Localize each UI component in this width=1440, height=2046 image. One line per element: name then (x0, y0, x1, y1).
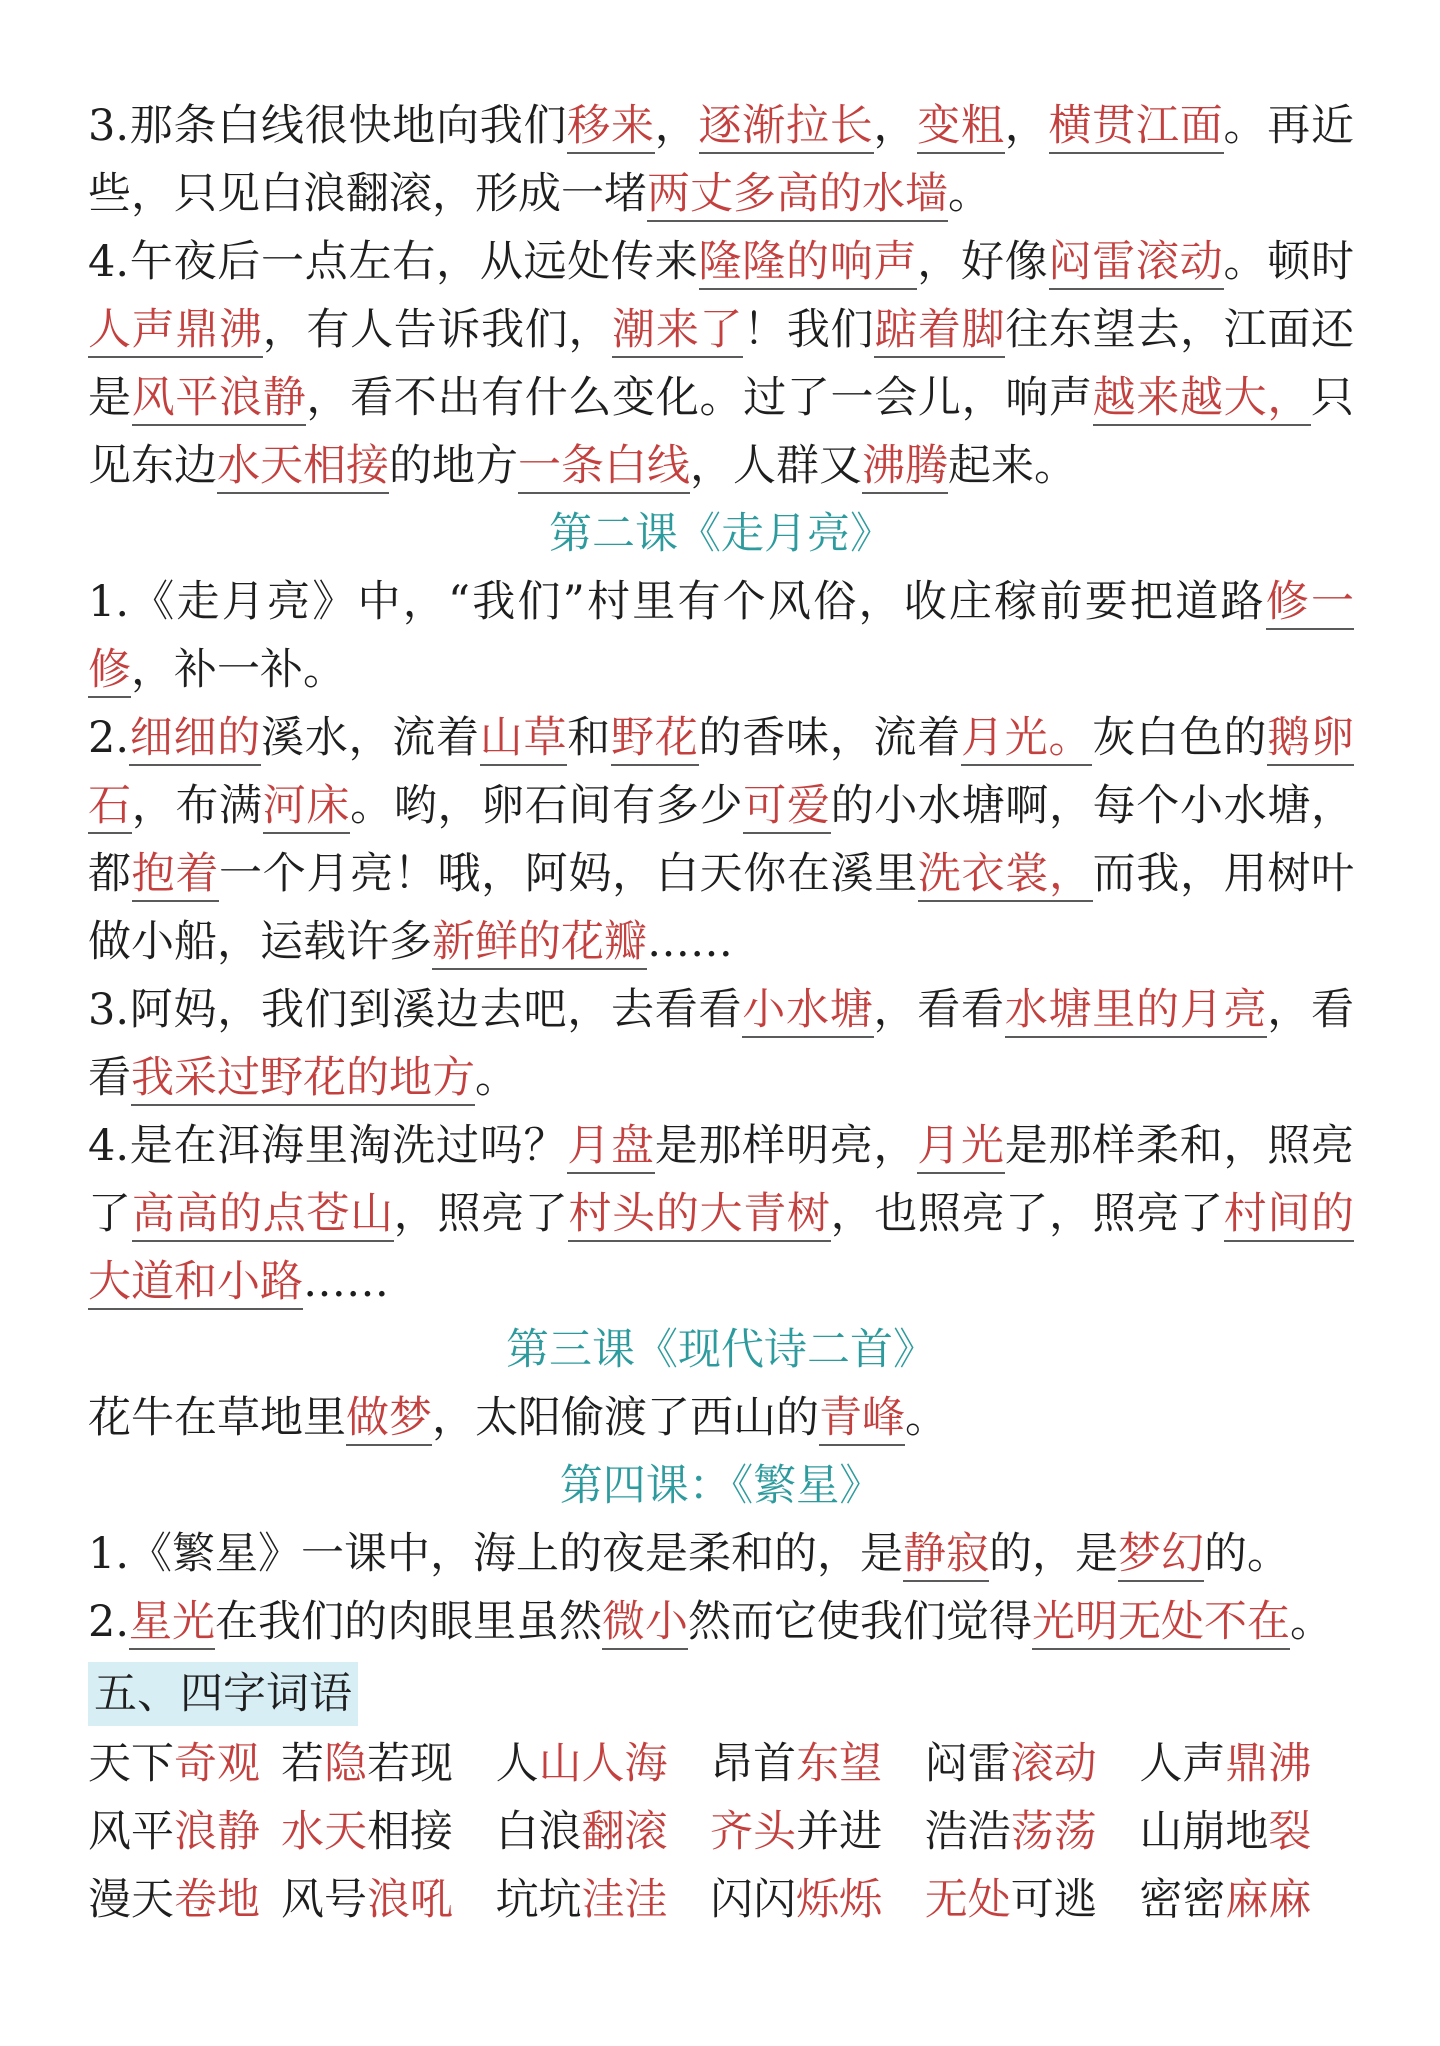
blank-answer: 青峰 (819, 1393, 905, 1446)
idiom-highlight: 东望 (796, 1739, 883, 1789)
blank-answer: 野花 (611, 713, 699, 766)
idiom-highlight: 麻麻 (1225, 1875, 1312, 1925)
lesson2-paragraph-2 (88, 704, 1354, 976)
blank-answer: 一条白线 (518, 441, 690, 494)
text: 的香味，流着 (698, 713, 962, 763)
idiom-highlight: 水天 (280, 1807, 367, 1857)
blank-answer: 抱着 (132, 849, 219, 902)
idiom-text: 人声 (1139, 1739, 1226, 1789)
blank-answer: 小水塘 (742, 985, 873, 1038)
idiom-item (88, 1730, 281, 1798)
blank-answer: 水塘里的月亮 (1005, 985, 1268, 1038)
blank-answer: 村头的大青树 (568, 1189, 830, 1242)
text: 和 (567, 713, 612, 763)
blank-answer: 水天相接 (217, 441, 389, 494)
idiom-highlight: 奇观 (174, 1739, 260, 1789)
idiom-text: 山崩地 (1139, 1807, 1269, 1857)
idiom-text: 天下 (88, 1739, 174, 1789)
text: …… (647, 917, 733, 967)
text: ， (1004, 101, 1049, 151)
text: ！我们 (743, 305, 875, 355)
text: 然而它使我们觉得 (688, 1597, 1033, 1647)
idiom-item (710, 1866, 925, 1934)
blank-answer: 河床 (263, 781, 350, 834)
text: ，好像 (917, 237, 1049, 287)
idiom-grid (88, 1730, 1354, 1934)
idiom-text: 漫天 (88, 1875, 174, 1925)
idiom-highlight: 浪静 (174, 1807, 260, 1857)
idiom-text: 浩浩 (924, 1807, 1011, 1857)
text: 一个月亮！哦，阿妈，白天你在溪里 (219, 849, 918, 899)
text: ，人群又 (690, 441, 862, 491)
idiom-item (1139, 1866, 1354, 1934)
blank-answer: 变粗 (917, 101, 1005, 154)
idiom-row (88, 1798, 1354, 1866)
idiom-item (88, 1866, 281, 1934)
text: 溪水，流着 (261, 713, 480, 763)
text: 的小水塘啊，每个小水塘，都 (88, 781, 1355, 899)
text: 花牛在草地里 (88, 1393, 346, 1443)
blank-answer: 隆隆的响声 (699, 237, 918, 290)
blank-answer: 高高的点苍山 (132, 1189, 394, 1242)
idiom-item (281, 1798, 496, 1866)
idiom-text: 可逃 (1010, 1875, 1097, 1925)
blank-answer: 踮着脚 (874, 305, 1005, 358)
idiom-item (710, 1798, 925, 1866)
blank-answer: 光明无处不在 (1032, 1597, 1290, 1650)
idiom-highlight: 齐头 (710, 1807, 797, 1857)
idiom-highlight: 浪吼 (366, 1875, 453, 1925)
idiom-highlight: 卷地 (174, 1875, 260, 1925)
blank-answer: 梦幻 (1118, 1529, 1204, 1582)
lesson3-heading: 第三课《现代诗二首》 (506, 1325, 936, 1375)
text: ，看看 (88, 985, 1355, 1103)
idioms-section-title: 五、四字词语 (88, 1662, 358, 1726)
idiom-text: 人 (495, 1739, 539, 1789)
lesson2-paragraph-3 (88, 976, 1354, 1112)
idiom-text: 闷雷 (924, 1739, 1011, 1789)
text: 1.《走月亮》中，“我们”村里有个风俗，收庄稼前要把道路 (88, 577, 1266, 627)
blank-answer: 新鲜的花瓣 (432, 917, 647, 970)
idiom-highlight: 翻滚 (581, 1807, 668, 1857)
blank-answer: 潮来了 (612, 305, 743, 358)
text: 。 (1290, 1597, 1334, 1647)
idiom-text: 坑坑 (495, 1875, 582, 1925)
text: ，布满 (131, 781, 263, 831)
text: ， (873, 101, 918, 151)
text: 4.是在洱海里淘洗过吗？ (88, 1121, 568, 1171)
blank-answer: 闷雷滚动 (1049, 237, 1224, 290)
lesson4-heading: 第四课：《繁星》 (559, 1461, 883, 1511)
idiom-row (88, 1866, 1354, 1934)
idiom-item (925, 1866, 1140, 1934)
idiom-text: 相接 (366, 1807, 453, 1857)
blank-answer: 越来越大， (1093, 373, 1311, 426)
blank-answer: 可爱 (743, 781, 830, 834)
idiom-text: 闪闪 (710, 1875, 797, 1925)
text: 起来。 (948, 441, 1077, 491)
idiom-item (1139, 1730, 1354, 1798)
blank-answer: 洗衣裳， (918, 849, 1093, 902)
idiom-highlight: 裂 (1268, 1807, 1312, 1857)
idiom-highlight: 荡荡 (1010, 1807, 1097, 1857)
text: 只见东边 (88, 373, 1355, 491)
text: 是那样柔和，照亮了 (88, 1121, 1355, 1239)
text: 。 (475, 1053, 518, 1103)
text: 。再近些，只见白浪翻滚，形成一堵 (88, 101, 1355, 219)
blank-answer: 两丈多高的水墙 (647, 169, 948, 222)
idiom-highlight: 滚动 (1010, 1739, 1097, 1789)
idiom-item (281, 1730, 496, 1798)
idiom-item (1139, 1798, 1354, 1866)
text: 3.那条白线很快地向我们 (88, 101, 568, 151)
idiom-highlight: 山人海 (538, 1739, 668, 1789)
idiom-highlight: 隐 (323, 1739, 367, 1789)
text: ，补一补。 (131, 645, 346, 695)
blank-answer: 山草 (480, 713, 568, 766)
blank-answer: 横贯江面 (1049, 101, 1224, 154)
lesson4-paragraph-2 (88, 1588, 1354, 1656)
lesson1-paragraph-3 (88, 92, 1354, 228)
text: 3.阿妈，我们到溪边去吧，去看看 (88, 985, 743, 1035)
text: 。哟，卵石间有多少 (350, 781, 744, 831)
blank-answer: 静寂 (903, 1529, 989, 1582)
text: ，看不出有什么变化。过了一会儿，响声 (306, 373, 1093, 423)
idiom-text: 风号 (280, 1875, 367, 1925)
blank-answer: 鹅卵石 (88, 713, 1354, 834)
text: 4.午夜后一点左右，从远处传来 (88, 237, 699, 287)
blank-answer: 我采过野花的地方 (131, 1053, 475, 1106)
blank-answer: 逐渐拉长 (699, 101, 874, 154)
lesson2-paragraph-1 (88, 568, 1354, 704)
idiom-item (496, 1866, 711, 1934)
idiom-item (496, 1730, 711, 1798)
text: 是那样明亮， (654, 1121, 918, 1171)
idiom-text: 白浪 (495, 1807, 582, 1857)
idiom-item (710, 1730, 925, 1798)
text: 。顿时 (1223, 237, 1355, 287)
idiom-highlight: 无处 (924, 1875, 1011, 1925)
text: ，太阳偷渡了西山的 (432, 1393, 819, 1443)
idiom-text: 若 (280, 1739, 324, 1789)
idiom-highlight: 烁烁 (796, 1875, 883, 1925)
lesson2-paragraph-4 (88, 1112, 1354, 1316)
blank-answer: 月盘 (567, 1121, 655, 1174)
text: 。 (905, 1393, 948, 1443)
blank-answer: 做梦 (346, 1393, 432, 1446)
text: 1.《繁星》一课中，海上的夜是柔和的，是 (88, 1529, 904, 1579)
blank-answer: 村间的大道和小路 (88, 1189, 1354, 1310)
blank-answer: 风平浪静 (132, 373, 307, 426)
text: 的地方 (389, 441, 518, 491)
text: 的。 (1204, 1529, 1291, 1579)
idiom-item (925, 1730, 1140, 1798)
idiom-text: 风平 (88, 1807, 174, 1857)
lesson3-paragraph-1 (88, 1384, 1354, 1452)
text: ， (654, 101, 699, 151)
blank-answer: 人声鼎沸 (88, 305, 263, 358)
lesson2-heading: 第二课《走月亮》 (549, 509, 893, 559)
idiom-row (88, 1730, 1354, 1798)
text: 往东望去，江面还是 (88, 305, 1355, 423)
blank-answer: 微小 (602, 1597, 688, 1650)
text: ，看看 (873, 985, 1005, 1035)
idiom-text: 并进 (796, 1807, 883, 1857)
idiom-item (496, 1798, 711, 1866)
text: 在我们的肉眼里虽然 (215, 1597, 603, 1647)
text: 的，是 (989, 1529, 1119, 1579)
lesson1-paragraph-4 (88, 228, 1354, 500)
text: ，照亮了 (393, 1189, 569, 1239)
blank-answer: 细细的 (129, 713, 261, 766)
idiom-item (925, 1798, 1140, 1866)
idiom-item (88, 1798, 281, 1866)
text: 2. (88, 1597, 130, 1647)
blank-answer: 沸腾 (862, 441, 948, 494)
lesson4-paragraph-1 (88, 1520, 1354, 1588)
text: …… (303, 1257, 389, 1307)
blank-answer: 月光 (917, 1121, 1005, 1174)
idiom-highlight: 鼎沸 (1225, 1739, 1312, 1789)
text: ，也照亮了，照亮了 (830, 1189, 1224, 1239)
idiom-item (281, 1866, 496, 1934)
blank-answer: 移来 (567, 101, 655, 154)
text: 灰白色的 (1092, 713, 1268, 763)
idiom-text: 密密 (1139, 1875, 1226, 1925)
text: 而我，用树叶做小船，运载许多 (88, 849, 1355, 967)
blank-answer: 星光 (129, 1597, 215, 1650)
blank-answer: 修一修 (88, 577, 1354, 698)
idiom-text: 若现 (366, 1739, 453, 1789)
idiom-highlight: 洼洼 (581, 1875, 668, 1925)
blank-answer: 月光。 (961, 713, 1092, 766)
text: 。 (948, 169, 991, 219)
text: 2. (88, 713, 130, 763)
idiom-text: 昂首 (710, 1739, 797, 1789)
text: ，有人告诉我们， (262, 305, 613, 355)
